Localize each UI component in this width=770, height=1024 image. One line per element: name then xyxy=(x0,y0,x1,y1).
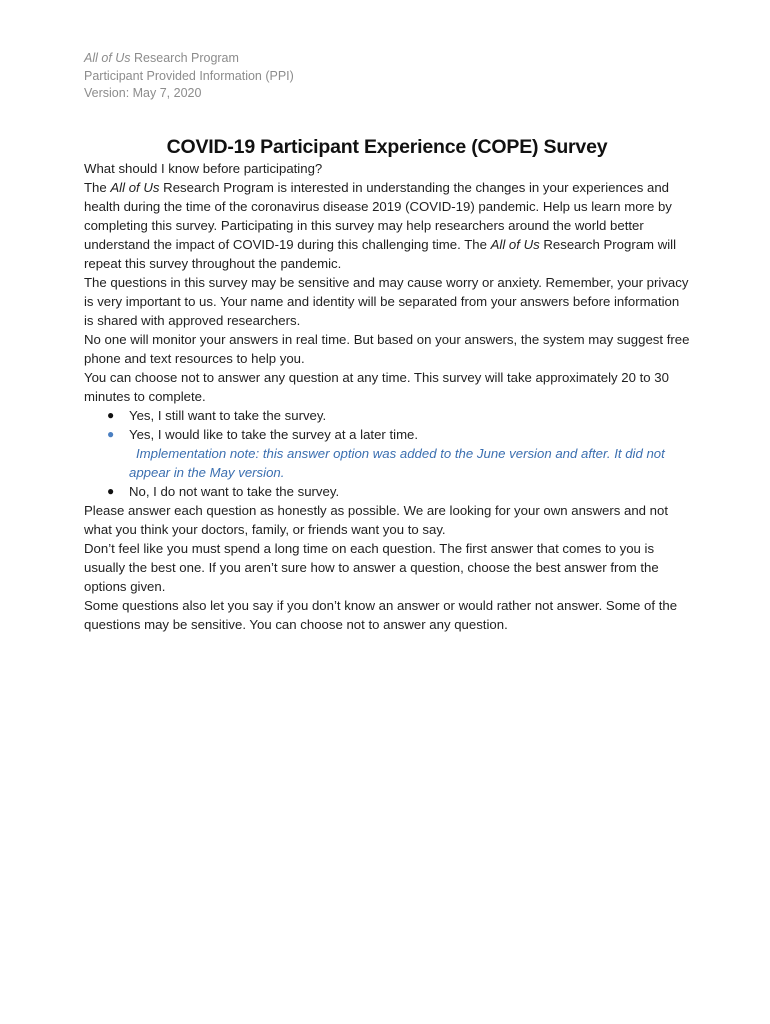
intro-text-c: Research Program will repeat this survey throughout the pandemic. xyxy=(84,236,677,271)
bullet-icon: ● xyxy=(107,426,115,441)
program-name-italic: All of Us xyxy=(84,51,131,65)
intro-text-b: Research Program is interested in understanding the changes in your experiences and health during the time of the coronavirus disease 2019 (COVID-19) pandemic. Help us learn more by completing this survey. Participating in this survey may help researchers around the world better understand the impact of COVID-19 during this challenging time. The xyxy=(84,179,672,252)
option-yes-later-label: Yes, I would like to take the survey at a later time. xyxy=(129,426,419,442)
option-no xyxy=(103,482,690,501)
program-name-rest: Research Program xyxy=(130,51,239,65)
intro-program-italic-2: All of Us xyxy=(490,236,540,252)
monitor-paragraph: No one will monitor your answers in real time. But based on your answers, the system may suggest free phone and text resources to help you. xyxy=(84,331,690,366)
intro-text-a: The xyxy=(84,179,111,195)
time-paragraph: Don’t feel like you must spend a long time on each question. The first answer that comes to you is usually the best one. If you aren’t sure how to answer a question, choose the best answer from the options given. xyxy=(84,540,659,594)
bullet-icon: ● xyxy=(107,407,115,422)
survey-title: COVID-19 Participant Experience (COPE) Survey xyxy=(166,135,608,158)
intro-paragraph xyxy=(84,178,690,273)
program-line xyxy=(84,50,690,68)
version-line: Version: May 7, 2020 xyxy=(84,86,202,100)
honest-paragraph: Please answer each question as honestly as possible. We are looking for your own answers and not what you think your doctors, family, or friends want you to say. xyxy=(84,502,669,537)
answer-options-list-continued xyxy=(84,482,690,501)
document-page xyxy=(84,50,690,634)
before-participating-question: What should I know before participating? xyxy=(84,160,323,176)
dont-know-paragraph: Some questions also let you say if you don’t know an answer or would rather not answer. Some of the questions may be sensitive. You can choose not to answer any question. xyxy=(84,597,678,632)
option-yes-now-label: Yes, I still want to take the survey. xyxy=(129,407,327,423)
implementation-note xyxy=(84,444,690,482)
ppi-line: Participant Provided Information (PPI) xyxy=(84,68,294,83)
intro-program-italic: All of Us xyxy=(110,179,160,195)
implementation-note-text: Implementation note: this answer option was added to the June version and after. It did not appear in the May version. xyxy=(129,445,665,480)
option-no-label: No, I do not want to take the survey. xyxy=(129,483,340,499)
option-yes-now xyxy=(103,406,690,425)
document-header xyxy=(84,50,690,103)
sensitive-paragraph: The questions in this survey may be sensitive and may cause worry or anxiety. Remember, your privacy is very important to us. Your name and identity will be separated from your answers before information is shared with approved researchers. xyxy=(84,274,689,328)
bullet-icon: ● xyxy=(107,483,115,498)
choose-paragraph: You can choose not to answer any question at any time. This survey will take approximately 20 to 30 minutes to complete. xyxy=(84,369,669,404)
option-yes-later xyxy=(103,425,690,444)
answer-options-list xyxy=(84,406,690,444)
